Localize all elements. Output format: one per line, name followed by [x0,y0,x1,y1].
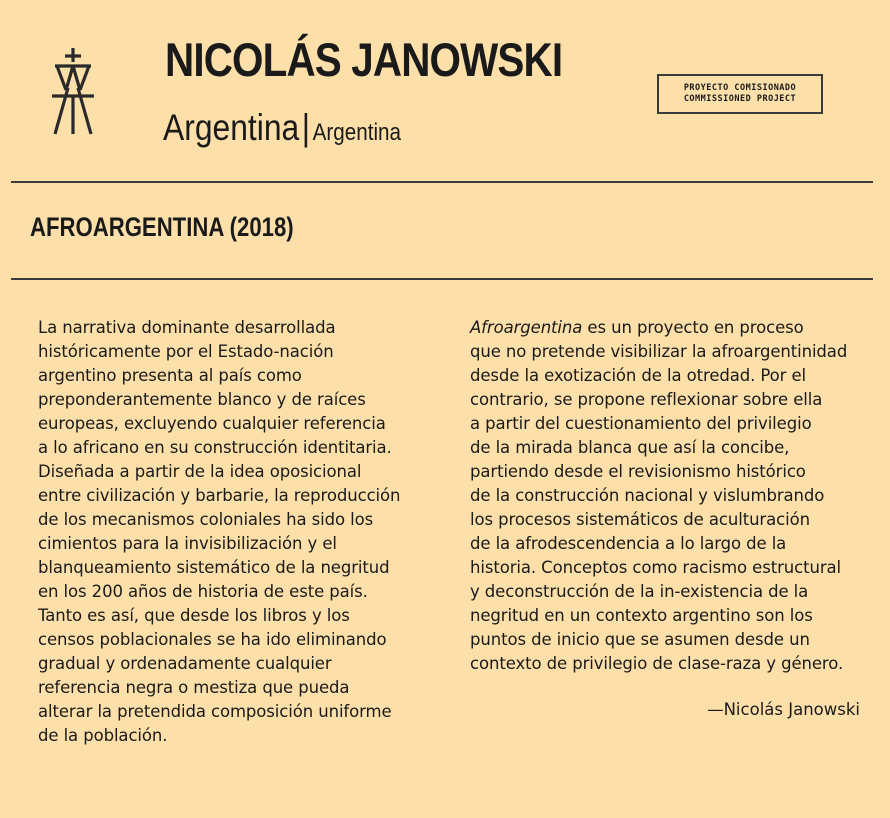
easel-logo-icon [46,48,100,136]
text-line: desde la exotización de la otredad. Por el [470,366,807,385]
text-line: La narrativa dominante desarrollada [38,318,336,337]
text-line: a lo africano en su construcción identitaria. [38,438,392,457]
text-line: alterar la pretendida composición uniforme [38,702,392,721]
text-line: Tanto es así, que desde los libros y los [38,606,350,625]
divider-bottom [11,278,873,280]
badge-line-english: COMMISSIONED PROJECT [683,94,797,104]
text-line: preponderantemente blanco y de raíces [38,390,366,409]
text-line: que no pretende visibilizar la afroargentinidad [470,342,848,361]
text-line: argentino presenta al país como [38,366,302,385]
text-line: referencia negra o mestiza que pueda [38,678,350,697]
badge-line-spanish: PROYECTO COMISIONADO [683,83,797,94]
text-line [470,316,870,340]
artist-name: NICOLÁS JANOWSKI [165,33,563,86]
right-paragraph [470,316,870,676]
author-signature: —Nicolás Janowski [707,700,860,719]
divider-top [11,181,873,183]
work-title: AFROARGENTINA (2018) [30,212,294,242]
text-line: historia. Conceptos como racismo estructural [470,558,842,577]
text-line: en los 200 años de historia de este país. [38,582,368,601]
text-line: históricamente por el Estado-nación [38,342,334,361]
left-text-column [38,316,438,748]
country-english: Argentina [312,119,402,146]
project-title-italic: Afroargentina [470,318,583,337]
text-line: negritud en un contexto argentino son los [470,606,813,625]
text-line: contrario, se propone reflexionar sobre ella [470,390,823,409]
country-line [163,106,401,150]
text-line: de la mirada blanca que así la concibe, [470,438,790,457]
right-text-column [470,316,870,676]
text-line: partiendo desde el revisionismo histórico [470,462,806,481]
commissioned-project-badge [657,74,823,114]
text-line: y deconstrucción de la in-existencia de la [470,582,809,601]
text-line: de los mecanismos coloniales ha sido los [38,510,374,529]
text-line: entre civilización y barbarie, la reproducción [38,486,401,505]
text-line: de la afrodescendencia a lo largo de la [470,534,787,553]
text-line: Diseñada a partir de la idea oposicional [38,462,362,481]
text-line: los procesos sistemáticos de aculturación [470,510,810,529]
text-line: contexto de privilegio de clase-raza y género. [470,654,844,673]
text-line: a partir del cuestionamiento del privilegio [470,414,812,433]
text-line: censos poblacionales se ha ido eliminando [38,630,387,649]
left-paragraph [38,316,438,748]
text-line: de la construcción nacional y vislumbrando [470,486,825,505]
text-line: de la población. [38,726,168,745]
text-line: puntos de inicio que se asumen desde un [470,630,810,649]
country-separator: | [301,107,311,148]
text-line: gradual y ordenadamente cualquier [38,654,332,673]
text-fragment: es un proyecto en proceso [582,318,804,337]
country-spanish: Argentina [163,107,300,148]
text-line: blanqueamiento sistemático de la negritud [38,558,390,577]
text-line: europeas, excluyendo cualquier referencia [38,414,386,433]
text-line: cimientos para la invisibilización y el [38,534,337,553]
